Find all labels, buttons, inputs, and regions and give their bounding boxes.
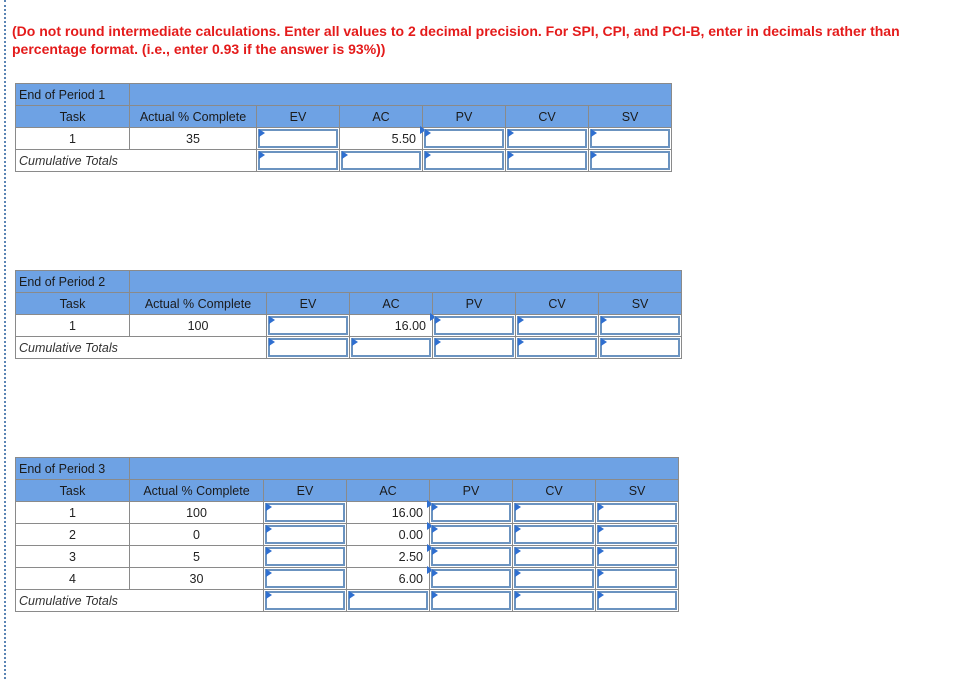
sv-input[interactable] [596, 568, 679, 590]
input-marker-icon [352, 338, 358, 346]
ev-input[interactable] [264, 568, 347, 590]
input-marker-icon [515, 525, 521, 533]
cv-total-input[interactable] [513, 590, 596, 612]
input-marker-icon [591, 129, 597, 137]
table-row [16, 315, 682, 337]
cumulative-row [16, 590, 679, 612]
input-marker-icon [432, 569, 438, 577]
cv-input[interactable] [506, 128, 589, 150]
input-marker-icon [515, 547, 521, 555]
task-number: 1 [16, 315, 130, 337]
col-pct-header: Actual % Complete [130, 106, 257, 128]
input-marker-icon [508, 151, 514, 159]
cumulative-row [16, 150, 672, 172]
sv-input[interactable] [589, 128, 672, 150]
ev-input[interactable] [264, 546, 347, 568]
ac-value-cell [347, 524, 430, 546]
actual-pct-complete: 100 [130, 502, 264, 524]
pv-input[interactable] [430, 502, 513, 524]
sv-input[interactable] [599, 315, 682, 337]
input-marker-icon [515, 569, 521, 577]
ac-total-input[interactable] [347, 590, 430, 612]
col-cv-header: CV [513, 480, 596, 502]
input-marker-icon [349, 591, 355, 599]
table-row [16, 128, 672, 150]
input-marker-icon [266, 547, 272, 555]
table-row [16, 568, 679, 590]
input-marker-icon [598, 503, 604, 511]
ev-input[interactable] [264, 524, 347, 546]
input-marker-icon [342, 151, 348, 159]
input-marker-icon [435, 338, 441, 346]
col-pv-header: PV [433, 293, 516, 315]
col-ev-header: EV [264, 480, 347, 502]
input-marker-icon [432, 547, 438, 555]
input-marker-icon [508, 129, 514, 137]
ac-total-input[interactable] [350, 337, 433, 359]
cumulative-label: Cumulative Totals [16, 590, 264, 612]
input-marker-icon [601, 316, 607, 324]
table-row [16, 524, 679, 546]
col-pct-header: Actual % Complete [130, 480, 264, 502]
input-marker-icon [591, 151, 597, 159]
ac-value: 2.50 [398, 550, 423, 564]
table-row [16, 502, 679, 524]
col-ac-header: AC [340, 106, 423, 128]
task-number: 3 [16, 546, 130, 568]
input-marker-icon [515, 591, 521, 599]
col-sv-header: SV [599, 293, 682, 315]
input-marker-icon [425, 151, 431, 159]
input-marker-icon [269, 338, 275, 346]
input-marker-icon [515, 503, 521, 511]
period-title: End of Period 3 [16, 458, 130, 480]
ev-total-input[interactable] [264, 590, 347, 612]
col-pv-header: PV [423, 106, 506, 128]
pv-input[interactable] [430, 568, 513, 590]
col-sv-header: SV [589, 106, 672, 128]
ac-total-input[interactable] [340, 150, 423, 172]
task-number: 4 [16, 568, 130, 590]
col-pct-header: Actual % Complete [130, 293, 267, 315]
input-marker-icon [425, 129, 431, 137]
sv-total-input[interactable] [589, 150, 672, 172]
input-marker-icon [435, 316, 441, 324]
actual-pct-complete: 5 [130, 546, 264, 568]
period-title: End of Period 2 [16, 271, 130, 293]
sv-total-input[interactable] [596, 590, 679, 612]
input-marker-icon [266, 591, 272, 599]
col-ac-header: AC [347, 480, 430, 502]
ac-value: 5.50 [391, 132, 416, 146]
col-ev-header: EV [257, 106, 340, 128]
col-task-header: Task [16, 106, 130, 128]
ev-input[interactable] [267, 315, 350, 337]
sv-input[interactable] [596, 546, 679, 568]
col-cv-header: CV [516, 293, 599, 315]
cumulative-label: Cumulative Totals [16, 337, 267, 359]
period-title: End of Period 1 [16, 84, 130, 106]
input-marker-icon [259, 129, 265, 137]
period-3-table [15, 457, 679, 612]
actual-pct-complete: 30 [130, 568, 264, 590]
sv-input[interactable] [596, 524, 679, 546]
pv-input[interactable] [430, 524, 513, 546]
input-marker-icon [598, 591, 604, 599]
input-marker-icon [269, 316, 275, 324]
ev-total-input[interactable] [257, 150, 340, 172]
period-2-table [15, 270, 682, 359]
col-ev-header: EV [267, 293, 350, 315]
pv-total-input[interactable] [423, 150, 506, 172]
cumulative-row [16, 337, 682, 359]
sv-input[interactable] [596, 502, 679, 524]
input-marker-icon [598, 547, 604, 555]
ac-value-cell [350, 315, 433, 337]
input-marker-icon [598, 569, 604, 577]
cv-input[interactable] [516, 315, 599, 337]
ev-input[interactable] [257, 128, 340, 150]
cv-input[interactable] [513, 546, 596, 568]
pv-input[interactable] [423, 128, 506, 150]
pv-input[interactable] [433, 315, 516, 337]
col-ac-header: AC [350, 293, 433, 315]
col-sv-header: SV [596, 480, 679, 502]
input-marker-icon [432, 525, 438, 533]
cv-total-input[interactable] [506, 150, 589, 172]
col-cv-header: CV [506, 106, 589, 128]
input-marker-icon [598, 525, 604, 533]
pv-total-input[interactable] [430, 590, 513, 612]
input-marker-icon [259, 151, 265, 159]
ac-value-cell [347, 502, 430, 524]
task-number: 1 [16, 502, 130, 524]
cv-input[interactable] [513, 502, 596, 524]
cumulative-label: Cumulative Totals [16, 150, 257, 172]
period-1-table [15, 83, 672, 172]
pv-input[interactable] [430, 546, 513, 568]
ev-total-input[interactable] [267, 337, 350, 359]
col-task-header: Task [16, 480, 130, 502]
ac-value-cell [347, 568, 430, 590]
ac-value: 0.00 [398, 528, 423, 542]
cv-input[interactable] [513, 568, 596, 590]
input-marker-icon [266, 503, 272, 511]
ac-value: 6.00 [398, 572, 423, 586]
instructions-text: (Do not round intermediate calculations. Enter all values to 2 decimal precision. For SPI, CPI, and PCI-B, enter in decimals rather than percentage format. (i.e., enter 0.93 if the answer is 93%)) [12, 23, 900, 57]
input-marker-icon [266, 569, 272, 577]
cv-total-input[interactable] [516, 337, 599, 359]
actual-pct-complete: 0 [130, 524, 264, 546]
input-marker-icon [266, 525, 272, 533]
page-left-border [4, 0, 6, 679]
col-pv-header: PV [430, 480, 513, 502]
ac-value: 16.00 [391, 506, 423, 520]
pv-total-input[interactable] [433, 337, 516, 359]
sv-total-input[interactable] [599, 337, 682, 359]
ac-value: 16.00 [394, 319, 426, 333]
input-marker-icon [432, 591, 438, 599]
input-marker-icon [518, 338, 524, 346]
task-number: 2 [16, 524, 130, 546]
cv-input[interactable] [513, 524, 596, 546]
ev-input[interactable] [264, 502, 347, 524]
input-marker-icon [518, 316, 524, 324]
ac-value-cell [340, 128, 423, 150]
ac-value-cell [347, 546, 430, 568]
table-row [16, 546, 679, 568]
input-marker-icon [432, 503, 438, 511]
actual-pct-complete: 100 [130, 315, 267, 337]
input-marker-icon [601, 338, 607, 346]
actual-pct-complete: 35 [130, 128, 257, 150]
task-number: 1 [16, 128, 130, 150]
col-task-header: Task [16, 293, 130, 315]
